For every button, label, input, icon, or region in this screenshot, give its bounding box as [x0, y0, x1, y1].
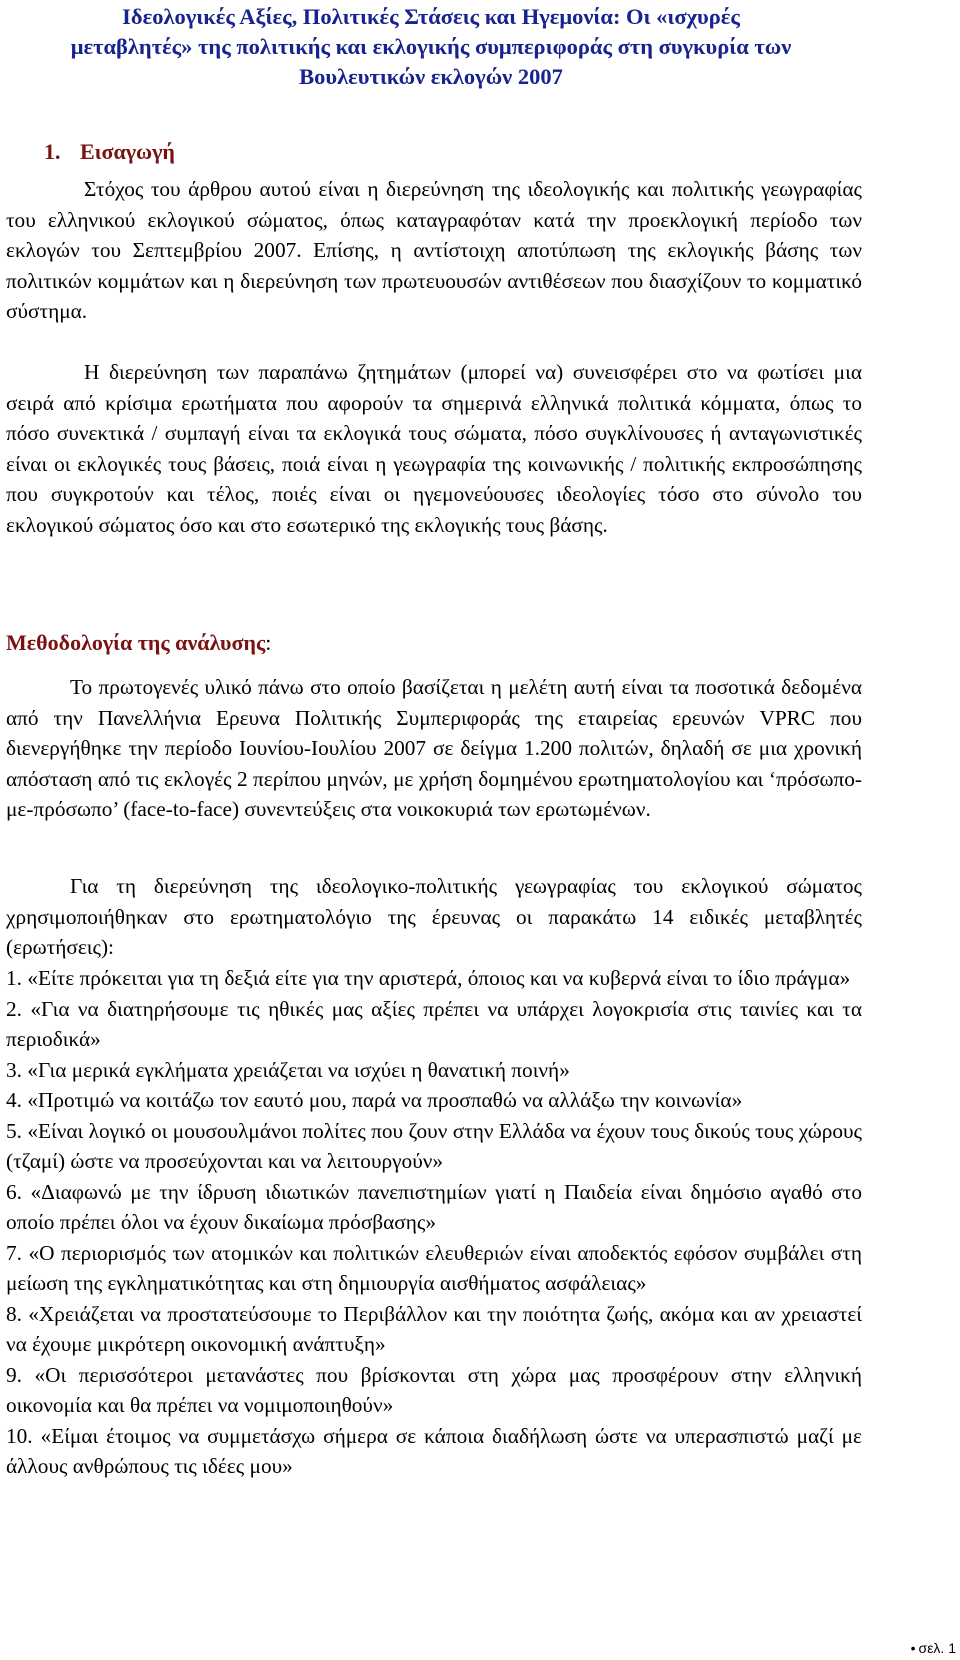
list-item: 1. «Είτε πρόκειται για τη δεξιά είτε για την αριστερά, όποιος και να κυβερνά είναι το ίδιο πράγμα»: [6, 966, 851, 990]
methodology-paragraph-1: Το πρωτογενές υλικό πάνω στο οποίο βασίζεται η μελέτη αυτή είναι τα ποσοτικά δεδομένα από την Πανελλήνια Ερευνα Πολιτικής Συμπεριφοράς της εταιρείας ερευνών VPRC που διενεργήθηκε την περίοδο Ιουνίου-Ιουλίου 2007 σε δείγμα 1.200 πολιτών, δηλαδή σε μια χρονική απόσταση από τις εκλογές 2 περίπου μηνών, με χρήση δομημένου ερωτηματολογίου και ‘πρόσωπο-με-πρόσωπο’ (face-to-face) συνεντεύξεις στα νοικοκυριά των ερωτωμένων.: [6, 675, 862, 821]
section-number: 1.: [44, 139, 61, 164]
methodology-colon: :: [265, 630, 272, 655]
title-line-1: Ιδεολογικές Αξίες, Πολιτικές Στάσεις και Ηγεμονία: Οι «ισχυρές: [122, 4, 740, 29]
list-item: 8. «Χρειάζεται να προστατεύσουμε το Περιβάλλον και την ποιότητα ζωής, ακόμα και αν χρειαστεί να έχουμε μικρότερη οικονομική ανάπτυξη»: [6, 1301, 862, 1356]
methodology-heading: [6, 628, 271, 658]
document-title: [0, 2, 862, 92]
list-item: 5. «Είναι λογικό οι μουσουλμάνοι πολίτες που ζουν στην Ελλάδα να έχουν τους δικούς τους χώρους (τζαμί) ώστε να προσεύχονται και να λειτουργούν»: [6, 1118, 862, 1173]
list-item: 4. «Προτιμώ να κοιτάζω τον εαυτό μου, παρά να προσπαθώ να αλλάξω την κοινωνία»: [6, 1088, 743, 1112]
list-item: 3. «Για μερικά εγκλήματα χρειάζεται να ισχύει η θανατική ποινή»: [6, 1057, 570, 1082]
methodology-paragraph-2: Για τη διερεύνηση της ιδεολογικο-πολιτικής γεωγραφίας του εκλογικού σώματος χρησιμοποιήθηκαν στο ερωτηματολόγιο της έρευνας οι παρακάτω 14 ειδικές μεταβλητές (ερωτήσεις):: [6, 874, 862, 959]
list-item: 7. «Ο περιορισμός των ατομικών και πολιτικών ελευθεριών είναι αποδεκτός εφόσον συμβάλει στη μείωση της εγκληματικότητας και στη δημιουργία αισθήματος ασφάλειας»: [6, 1240, 862, 1295]
list-item: 2. «Για να διατηρήσουμε τις ηθικές μας αξίες πρέπει να υπάρχει λογοκρισία στις ταινίες και τα περιοδικά»: [6, 996, 862, 1051]
methodology-title: Μεθοδολογία της ανάλυσης: [6, 630, 266, 655]
page-label: σελ. 1: [918, 1640, 956, 1656]
bullet-icon: •: [910, 1640, 916, 1656]
intro-paragraph-2: Η διερεύνηση των παραπάνω ζητημάτων (μπορεί να) συνεισφέρει στο να φωτίσει μια σειρά από κρίσιμα ερωτήματα που αφορούν τα σημερινά ελληνικά πολιτικά κόμματα, όπως το πόσο συνεκτικά / συμπαγή είναι τα εκλογικά τους σώματα, πόσο συγκλίνουσες ή ανταγωνιστικές είναι οι εκλογικές τους βάσεις, ποιά είναι η γεωγραφία της κοινωνικής / πολιτικής εκπροσώπησης που συγκροτούν και τέλος, ποιές είναι οι ηγεμονεύουσες ιδεολογίες τόσο στο σύνολο του εκλογικού σώματος όσο και στο εσωτερικό της εκλογικής τους βάσης.: [6, 360, 862, 537]
variables-list: [6, 963, 862, 1482]
title-line-3: Βουλευτικών εκλογών 2007: [299, 64, 563, 89]
list-item: 9. «Οι περισσότεροι μετανάστες που βρίσκονται στη χώρα μας προσφέρουν στην ελληνική οικονομία και θα πρέπει να νομιμοποιηθούν»: [6, 1362, 862, 1417]
list-item: 6. «Διαφωνώ με την ίδρυση ιδιωτικών πανεπιστημίων γιατί η Παιδεία είναι δημόσιο αγαθό στο οποίο πρέπει όλοι να έχουν δικαίωμα πρόσβασης»: [6, 1179, 862, 1234]
page-number: [911, 1640, 956, 1656]
introduction-heading: [44, 137, 175, 167]
list-item: 10. «Είμαι έτοιμος να συμμετάσχω σήμερα σε κάποια διαδήλωση ώστε να υπερασπιστώ μαζί με άλλους ανθρώπους τις ιδέες μου»: [6, 1423, 862, 1478]
section-title: Εισαγωγή: [80, 139, 175, 164]
intro-paragraph-1: Στόχος του άρθρου αυτού είναι η διερεύνηση της ιδεολογικής και πολιτικής γεωγραφίας του ελληνικού εκλογικού σώματος, όπως καταγραφόταν κατά την προεκλογική περίοδο των εκλογών του Σεπτεμβρίου 2007. Επίσης, η αντίστοιχη αποτύπωση της εκλογικής βάσης των πολιτικών κομμάτων και η διερεύνηση των πρωτευουσών αντιθέσεων που διασχίζουν το κομματικό σύστημα.: [6, 177, 862, 323]
title-line-2: μεταβλητές» της πολιτικής και εκλογικής συμπεριφοράς στη συγκυρία των: [70, 34, 792, 59]
